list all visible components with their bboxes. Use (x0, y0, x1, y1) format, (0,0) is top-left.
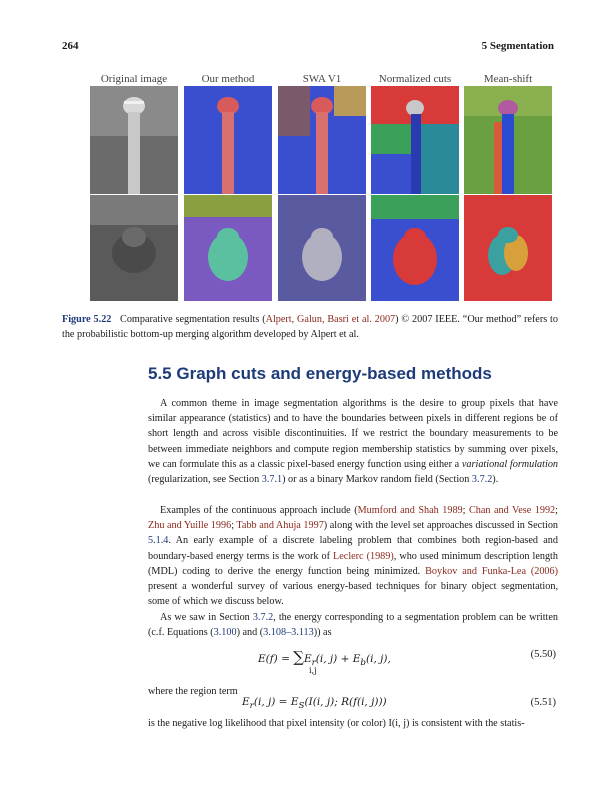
page-number: 264 (62, 40, 79, 52)
citation-boykov-funka-lea[interactable]: Boykov and Funka-Lea (2006) (425, 565, 558, 577)
p1-text-a: A common theme in image segmentation algorithms is the desire to group pixels that have similar appearance (statistics) and to have the boundaries between pixels in different regions be of short length and across visible discontinuities. If we restrict the boundary measurements to be between immediate neighbors and compute region membership statistics by summing over pixels, we can formulate this as a classic pixel-based energy function using either a (148, 398, 558, 470)
figure-label: Figure 5.22 (62, 314, 112, 325)
eq2-rest: (I(i, j); R(f(i, j))) (304, 696, 387, 708)
p3-text-c: ) and ( (236, 627, 264, 639)
eq1-sub-b: b (360, 658, 367, 669)
p3-ref-section[interactable]: 3.7.2 (252, 612, 274, 623)
eq1-sum-subscript: i,j (309, 666, 317, 675)
eq2-e: E (242, 696, 250, 708)
comparison-figure (90, 73, 552, 305)
ostrich-our-method (184, 86, 272, 194)
column-title-original: Original image (100, 73, 168, 85)
bear-mean-shift (464, 195, 552, 301)
paragraph-2 (148, 503, 558, 609)
caption-text: Comparative segmentation results ( (120, 314, 266, 325)
last-line: is the negative log likelihood that pixel intensity (or color) I(i, j) is consistent with the statis- (148, 718, 525, 729)
equation-number-5-50: (5.50) (530, 649, 556, 660)
figure-caption (62, 312, 558, 342)
p1-text-c: ) or as a binary Markov random field (Section (282, 474, 472, 486)
eq1-term: E (303, 653, 312, 665)
p2-sep: ; (555, 505, 558, 516)
eq2-mid: (i, j) = E (253, 696, 299, 708)
paragraph-3 (148, 610, 558, 640)
citation-tabb-ahuja[interactable]: Tabb and Ahuja 1997 (236, 520, 324, 532)
p2-text-b: ) along with the level set approaches discussed in Section (323, 520, 559, 532)
eq2-sub-r: r (249, 701, 254, 712)
eq1-sub-r: r (311, 658, 316, 669)
column-title-mean-shift: Mean-shift (483, 73, 533, 85)
bear-normalized-cuts (371, 195, 459, 301)
chapter-header: 5 Segmentation (481, 40, 554, 52)
p2-text-a: Examples of the continuous approach include ( (160, 505, 358, 516)
ostrich-original-image (90, 86, 178, 194)
p1-italic: variational formulation (461, 458, 559, 470)
p3-ref-eq[interactable]: 3.100 (213, 627, 237, 639)
ostrich-mean-shift (464, 86, 552, 194)
p1-text-b: (regularization, see Section (148, 474, 262, 486)
bear-our-method (184, 195, 272, 301)
equation-5-51 (242, 696, 387, 711)
p2-text-e: present a wonderful survey of various energy-based techniques for binary object segmentation, some of which we discuss below. (148, 581, 558, 608)
bear-swa-v1 (278, 195, 366, 301)
equation-5-50 (258, 648, 391, 668)
p1-ref-section[interactable]: 3.7.1 (261, 474, 283, 486)
equation-number-5-51: (5.51) (530, 697, 556, 708)
eq1-mid: (i, j) + E (315, 653, 361, 665)
section-heading: 5.5 Graph cuts and energy-based methods (148, 364, 492, 383)
p3-ref-eq-range[interactable]: 3.108–3.113 (263, 627, 314, 639)
p3-text-d: )) as (313, 627, 332, 639)
citation-zhu-yuille[interactable]: Zhu and Yuille 1996 (148, 520, 232, 532)
ostrich-normalized-cuts (371, 86, 459, 194)
caption-text-rest: ) © 2007 IEEE. “Our method” refers to the probabilistic bottom-up merging algorithm developed by Alpert et al. (62, 314, 558, 340)
p2-text-d: , who used minimum description length (MDL) coding to derive the energy function being minimized. (148, 550, 558, 577)
citation-leclerc[interactable]: Leclerc (1989) (333, 550, 394, 562)
eq1-end: (i, j), (366, 653, 391, 665)
p1-ref-section-2[interactable]: 3.7.2 (471, 474, 493, 486)
paragraph-1 (148, 396, 558, 487)
ostrich-swa-v1 (278, 86, 366, 194)
eq2-sub-s: S (298, 701, 305, 712)
column-title-our-method: Our method (201, 73, 255, 85)
bear-original-image (90, 195, 178, 301)
citation-mumford-shah[interactable]: Mumford and Shah 1989 (357, 505, 463, 516)
caption-citation[interactable]: Alpert, Galun, Basri et al. 2007 (265, 314, 396, 325)
p2-sep: ; (462, 505, 469, 516)
p2-text-c: . An early example of a discrete labeling problem that combines both region-based and boundary-based energy terms is the work of (148, 535, 558, 562)
text-where: where the region term (148, 686, 238, 697)
eq1-sum-symbol: ∑ (293, 648, 304, 666)
p3-text-a: As we saw in Section (160, 612, 253, 623)
p1-text-d: ). (492, 474, 499, 486)
citation-chan-vese[interactable]: Chan and Vese 1992 (468, 505, 556, 516)
column-title-swa: SWA V1 (302, 73, 342, 85)
p2-ref-section[interactable]: 5.1.4 (148, 535, 169, 547)
eq1-lhs: E(f) = (258, 653, 294, 665)
column-title-normalized-cuts: Normalized cuts (378, 73, 452, 85)
p2-sep: ; (231, 520, 237, 532)
p3-text-b: , the energy corresponding to a segmentation problem can be written (c.f. Equations ( (148, 612, 558, 639)
